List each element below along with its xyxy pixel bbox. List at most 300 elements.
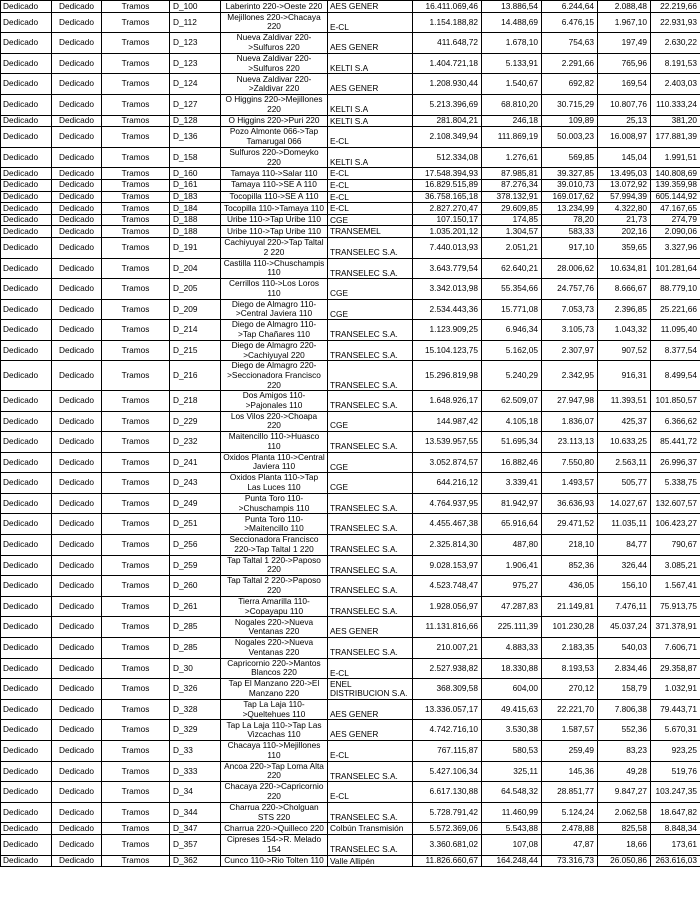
valor-4-cell: 2.088,48 (598, 1, 651, 13)
tipo-cell: Dedicado (1, 94, 52, 115)
tramo-nombre-cell: Nogales 220->Nueva Ventanas 220 (221, 637, 328, 658)
tramo-id-cell: D_161 (170, 179, 221, 191)
tipo-cell: Dedicado (1, 127, 52, 148)
empresa-cell: AES GENER (328, 33, 413, 54)
valor-4-cell: 359,65 (598, 237, 651, 258)
tipo-cell: Dedicado (1, 720, 52, 741)
empresa-cell: TRANSELEC S.A. (328, 258, 413, 279)
valor-total-cell: 140.808,69 (651, 168, 700, 180)
valor-1-cell: 16.411.069,46 (413, 1, 482, 13)
valor-4-cell: 425,37 (598, 411, 651, 431)
tipo-cell: Dedicado (1, 855, 52, 867)
valor-2-cell: 51.695,34 (482, 432, 542, 453)
valor-total-cell: 3.327,96 (651, 237, 700, 258)
valor-3-cell: 270,12 (542, 679, 598, 700)
segmento-cell: Dedicado (52, 617, 102, 638)
segmento-cell: Dedicado (52, 493, 102, 514)
valor-2-cell: 68.810,20 (482, 94, 542, 115)
valor-1-cell: 4.764.937,95 (413, 493, 482, 514)
empresa-cell: TRANSELEC S.A. (328, 493, 413, 514)
valor-total-cell: 103.247,35 (651, 782, 700, 803)
tramo-nombre-cell: Nueva Zaldivar 220->Zaldivar 220 (221, 74, 328, 95)
valor-3-cell: 30.715,29 (542, 94, 598, 115)
empresa-cell: TRANSELEC S.A. (328, 637, 413, 658)
table-row (1, 782, 700, 803)
tramo-id-cell: D_229 (170, 411, 221, 431)
empresa-cell: AES GENER (328, 720, 413, 741)
tipo-cell: Dedicado (1, 658, 52, 679)
valor-2-cell: 246,18 (482, 115, 542, 127)
valor-1-cell: 512.334,08 (413, 147, 482, 168)
table-row (1, 855, 700, 867)
valor-2-cell: 49.415,63 (482, 699, 542, 720)
valor-4-cell: 26.050,86 (598, 855, 651, 867)
tramo-id-cell: D_205 (170, 279, 221, 300)
valor-4-cell: 9.847,27 (598, 782, 651, 803)
valor-2-cell: 975,27 (482, 576, 542, 597)
valor-3-cell: 692,82 (542, 74, 598, 95)
tipo-cell: Dedicado (1, 214, 52, 226)
tramo-nombre-cell: O Higgins 220->Puri 220 (221, 115, 328, 127)
valor-1-cell: 2.827.270,47 (413, 203, 482, 215)
valor-4-cell: 825,58 (598, 823, 651, 835)
valor-total-cell: 923,25 (651, 740, 700, 761)
valor-2-cell: 62.640,21 (482, 258, 542, 279)
valor-total-cell: 29.358,87 (651, 658, 700, 679)
valor-total-cell: 132.607,57 (651, 493, 700, 514)
segmento-cell: Dedicado (52, 720, 102, 741)
valor-1-cell: 1.208.930,44 (413, 74, 482, 95)
empresa-cell: E-CL (328, 782, 413, 803)
empresa-cell: TRANSELEC S.A. (328, 596, 413, 617)
segmento-cell: Dedicado (52, 299, 102, 320)
valor-4-cell: 84,77 (598, 535, 651, 556)
tipo-cell: Dedicado (1, 432, 52, 453)
valor-3-cell: 36.636,93 (542, 493, 598, 514)
segmento-cell: Dedicado (52, 115, 102, 127)
valor-1-cell: 1.035.201,12 (413, 226, 482, 238)
tramo-nombre-cell: Pozo Almonte 066->Tap Tamarugal 066 (221, 127, 328, 148)
table-row (1, 320, 700, 341)
segmento-cell: Dedicado (52, 191, 102, 203)
tipo-cell: Dedicado (1, 535, 52, 556)
tramo-id-cell: D_344 (170, 802, 221, 823)
categoria-cell: Tramos (102, 279, 170, 300)
categoria-cell: Tramos (102, 226, 170, 238)
tramo-nombre-cell: Laberinto 220->Oeste 220 (221, 1, 328, 13)
valor-total-cell: 1.567,41 (651, 576, 700, 597)
tramo-nombre-cell: Diego de Almagro 220->Seccionadora Francisco 220 (221, 361, 328, 391)
tramo-id-cell: D_260 (170, 576, 221, 597)
valor-3-cell: 169.017,62 (542, 191, 598, 203)
segmento-cell: Dedicado (52, 782, 102, 803)
valor-total-cell: 26.996,37 (651, 452, 700, 473)
segmento-cell: Dedicado (52, 596, 102, 617)
tipo-cell: Dedicado (1, 823, 52, 835)
empresa-cell: TRANSELEC S.A. (328, 761, 413, 782)
valor-1-cell: 11.131.816,66 (413, 617, 482, 638)
segmento-cell: Dedicado (52, 432, 102, 453)
valor-total-cell: 110.333,24 (651, 94, 700, 115)
table-row (1, 761, 700, 782)
tramo-nombre-cell: Castilla 110->Chuschampis 110 (221, 258, 328, 279)
valor-3-cell: 1.836,07 (542, 411, 598, 431)
table-row (1, 802, 700, 823)
categoria-cell: Tramos (102, 74, 170, 95)
empresa-cell: E-CL (328, 740, 413, 761)
tramo-nombre-cell: Maitencillo 110->Huasco 110 (221, 432, 328, 453)
valor-total-cell: 2.403,03 (651, 74, 700, 95)
valor-1-cell: 7.440.013,93 (413, 237, 482, 258)
valor-4-cell: 145,04 (598, 147, 651, 168)
valor-3-cell: 39.327,85 (542, 168, 598, 180)
tramo-nombre-cell: Chacaya 220->Capricornio 220 (221, 782, 328, 803)
categoria-cell: Tramos (102, 514, 170, 535)
categoria-cell: Tramos (102, 679, 170, 700)
valor-4-cell: 158,79 (598, 679, 651, 700)
valor-4-cell: 552,36 (598, 720, 651, 741)
valor-2-cell: 5.162,05 (482, 340, 542, 361)
valor-2-cell: 87.276,34 (482, 179, 542, 191)
tipo-cell: Dedicado (1, 33, 52, 54)
valor-total-cell: 177.881,39 (651, 127, 700, 148)
segmento-cell: Dedicado (52, 147, 102, 168)
empresa-cell: CGE (328, 279, 413, 300)
empresa-cell: E-CL (328, 12, 413, 33)
valor-total-cell: 8.377,54 (651, 340, 700, 361)
tipo-cell: Dedicado (1, 237, 52, 258)
valor-1-cell: 4.523.748,47 (413, 576, 482, 597)
tramo-nombre-cell: Tap La Laja 110->Tap Las Vizcachas 110 (221, 720, 328, 741)
valor-total-cell: 5.338,75 (651, 473, 700, 494)
valor-3-cell: 28.006,62 (542, 258, 598, 279)
valor-3-cell: 27.947,98 (542, 391, 598, 412)
segmento-cell: Dedicado (52, 33, 102, 54)
valor-3-cell: 145,36 (542, 761, 598, 782)
valor-4-cell: 202,16 (598, 226, 651, 238)
tramo-nombre-cell: Seccionadora Francisco 220->Tap Taltal 1 220 (221, 535, 328, 556)
table-row (1, 237, 700, 258)
valor-total-cell: 5.670,31 (651, 720, 700, 741)
valor-4-cell: 2.062,58 (598, 802, 651, 823)
valor-4-cell: 197,49 (598, 33, 651, 54)
empresa-cell: CGE (328, 452, 413, 473)
empresa-cell: E-CL (328, 168, 413, 180)
valor-3-cell: 24.757,76 (542, 279, 598, 300)
tramo-id-cell: D_326 (170, 679, 221, 700)
tipo-cell: Dedicado (1, 179, 52, 191)
tramo-nombre-cell: Tap La Laja 110->Queltehues 110 (221, 699, 328, 720)
valor-total-cell: 2.090,06 (651, 226, 700, 238)
empresa-cell: TRANSELEC S.A. (328, 834, 413, 855)
tramo-id-cell: D_261 (170, 596, 221, 617)
valor-total-cell: 371.378,91 (651, 617, 700, 638)
tramo-nombre-cell: O Higgins 220->Mejillones 220 (221, 94, 328, 115)
valor-1-cell: 13.336.057,17 (413, 699, 482, 720)
segmento-cell: Dedicado (52, 679, 102, 700)
valor-1-cell: 1.154.188,82 (413, 12, 482, 33)
valor-1-cell: 1.404.721,18 (413, 53, 482, 74)
tramo-nombre-cell: Diego de Almagro 220->Cachiyuyal 220 (221, 340, 328, 361)
tramo-id-cell: D_259 (170, 555, 221, 576)
valor-2-cell: 225.111,39 (482, 617, 542, 638)
table-row (1, 432, 700, 453)
tipo-cell: Dedicado (1, 761, 52, 782)
valor-2-cell: 174,85 (482, 214, 542, 226)
valor-4-cell: 540,03 (598, 637, 651, 658)
table-row (1, 33, 700, 54)
table-row (1, 555, 700, 576)
tipo-cell: Dedicado (1, 74, 52, 95)
valor-3-cell: 29.471,52 (542, 514, 598, 535)
table-row (1, 94, 700, 115)
valor-1-cell: 5.728.791,42 (413, 802, 482, 823)
categoria-cell: Tramos (102, 720, 170, 741)
table-row (1, 258, 700, 279)
valor-4-cell: 1.967,10 (598, 12, 651, 33)
tramo-nombre-cell: Capricornio 220->Mantos Blancos 220 (221, 658, 328, 679)
tramo-nombre-cell: Los Vilos 220->Choapa 220 (221, 411, 328, 431)
tipo-cell: Dedicado (1, 473, 52, 494)
valor-1-cell: 1.648.926,17 (413, 391, 482, 412)
tramo-id-cell: D_100 (170, 1, 221, 13)
valor-3-cell: 436,05 (542, 576, 598, 597)
tramo-nombre-cell: Tap Taltal 1 220->Paposo 220 (221, 555, 328, 576)
table-row (1, 127, 700, 148)
valor-3-cell: 1.493,57 (542, 473, 598, 494)
categoria-cell: Tramos (102, 203, 170, 215)
segmento-cell: Dedicado (52, 74, 102, 95)
segmento-cell: Dedicado (52, 740, 102, 761)
empresa-cell: TRANSELEC S.A. (328, 432, 413, 453)
valor-1-cell: 15.296.819,98 (413, 361, 482, 391)
segmento-cell: Dedicado (52, 226, 102, 238)
segmento-cell: Dedicado (52, 12, 102, 33)
segmento-cell: Dedicado (52, 658, 102, 679)
tramo-id-cell: D_33 (170, 740, 221, 761)
tramo-id-cell: D_191 (170, 237, 221, 258)
segmento-cell: Dedicado (52, 361, 102, 391)
valor-3-cell: 22.221,70 (542, 699, 598, 720)
tramo-nombre-cell: Oxidos Planta 110->Tap Las Luces 110 (221, 473, 328, 494)
tramo-id-cell: D_183 (170, 191, 221, 203)
tramo-id-cell: D_209 (170, 299, 221, 320)
valor-1-cell: 2.325.814,30 (413, 535, 482, 556)
segmento-cell: Dedicado (52, 452, 102, 473)
tramo-nombre-cell: Chacaya 110->Mejillones 110 (221, 740, 328, 761)
tipo-cell: Dedicado (1, 802, 52, 823)
tramo-id-cell: D_357 (170, 834, 221, 855)
segmento-cell: Dedicado (52, 237, 102, 258)
categoria-cell: Tramos (102, 555, 170, 576)
segmento-cell: Dedicado (52, 94, 102, 115)
tipo-cell: Dedicado (1, 361, 52, 391)
tipo-cell: Dedicado (1, 834, 52, 855)
valor-total-cell: 85.441,72 (651, 432, 700, 453)
table-row (1, 411, 700, 431)
empresa-cell: TRANSELEC S.A. (328, 361, 413, 391)
valor-4-cell: 765,96 (598, 53, 651, 74)
segmento-cell: Dedicado (52, 320, 102, 341)
segmento-cell: Dedicado (52, 1, 102, 13)
tramo-nombre-cell: Dos Amigos 110->Pajonales 110 (221, 391, 328, 412)
empresa-cell: AES GENER (328, 1, 413, 13)
valor-total-cell: 79.443,71 (651, 699, 700, 720)
categoria-cell: Tramos (102, 432, 170, 453)
valor-2-cell: 325,11 (482, 761, 542, 782)
tramo-nombre-cell: Cerrillos 110->Los Loros 110 (221, 279, 328, 300)
valor-1-cell: 6.617.130,88 (413, 782, 482, 803)
valor-total-cell: 519,76 (651, 761, 700, 782)
valor-2-cell: 604,00 (482, 679, 542, 700)
categoria-cell: Tramos (102, 33, 170, 54)
tramo-id-cell: D_232 (170, 432, 221, 453)
table-row (1, 699, 700, 720)
categoria-cell: Tramos (102, 493, 170, 514)
valor-total-cell: 173,61 (651, 834, 700, 855)
valor-2-cell: 4.105,18 (482, 411, 542, 431)
tramo-id-cell: D_347 (170, 823, 221, 835)
valor-3-cell: 73.316,73 (542, 855, 598, 867)
valor-4-cell: 57.994,39 (598, 191, 651, 203)
valor-1-cell: 3.360.681,02 (413, 834, 482, 855)
valor-1-cell: 144.987,42 (413, 411, 482, 431)
valor-2-cell: 111.869,19 (482, 127, 542, 148)
empresa-cell: TRANSELEC S.A. (328, 535, 413, 556)
categoria-cell: Tramos (102, 320, 170, 341)
valor-total-cell: 22.931,93 (651, 12, 700, 33)
table-row (1, 191, 700, 203)
categoria-cell: Tramos (102, 1, 170, 13)
categoria-cell: Tramos (102, 740, 170, 761)
tipo-cell: Dedicado (1, 299, 52, 320)
valor-total-cell: 18.647,82 (651, 802, 700, 823)
segmento-cell: Dedicado (52, 802, 102, 823)
empresa-cell: AES GENER (328, 74, 413, 95)
tipo-cell: Dedicado (1, 147, 52, 168)
table-row (1, 823, 700, 835)
valor-1-cell: 36.758.165,18 (413, 191, 482, 203)
tipo-cell: Dedicado (1, 320, 52, 341)
valor-1-cell: 1.928.056,97 (413, 596, 482, 617)
tramo-id-cell: D_158 (170, 147, 221, 168)
tipo-cell: Dedicado (1, 699, 52, 720)
empresa-cell: TRANSELEC S.A. (328, 555, 413, 576)
tramo-nombre-cell: Tierra Amarilla 110->Copayapu 110 (221, 596, 328, 617)
valor-total-cell: 8.499,54 (651, 361, 700, 391)
tramo-id-cell: D_241 (170, 452, 221, 473)
valor-2-cell: 1.540,67 (482, 74, 542, 95)
tramo-nombre-cell: Tap El Manzano 220->El Manzano 220 (221, 679, 328, 700)
valor-1-cell: 210.007,21 (413, 637, 482, 658)
empresa-cell: TRANSELEC S.A. (328, 576, 413, 597)
valor-1-cell: 411.648,72 (413, 33, 482, 54)
tramo-nombre-cell: Diego de Almagro 110->Central Javiera 110 (221, 299, 328, 320)
tipo-cell: Dedicado (1, 596, 52, 617)
valor-3-cell: 2.183,35 (542, 637, 598, 658)
valor-4-cell: 1.043,32 (598, 320, 651, 341)
tipo-cell: Dedicado (1, 258, 52, 279)
valor-4-cell: 14.027,67 (598, 493, 651, 514)
categoria-cell: Tramos (102, 340, 170, 361)
valor-total-cell: 11.095,40 (651, 320, 700, 341)
segmento-cell: Dedicado (52, 761, 102, 782)
tramo-id-cell: D_329 (170, 720, 221, 741)
tramo-nombre-cell: Cachiyuyal 220->Tap Taltal 2 220 (221, 237, 328, 258)
valor-4-cell: 2.563,11 (598, 452, 651, 473)
valor-3-cell: 78,20 (542, 214, 598, 226)
tramo-nombre-cell: Mejillones 220->Chacaya 220 (221, 12, 328, 33)
valor-1-cell: 281.804,21 (413, 115, 482, 127)
valor-3-cell: 259,49 (542, 740, 598, 761)
segmento-cell: Dedicado (52, 279, 102, 300)
categoria-cell: Tramos (102, 299, 170, 320)
categoria-cell: Tramos (102, 473, 170, 494)
segmento-cell: Dedicado (52, 823, 102, 835)
tipo-cell: Dedicado (1, 12, 52, 33)
valor-2-cell: 62.509,07 (482, 391, 542, 412)
valor-total-cell: 3.085,21 (651, 555, 700, 576)
valor-2-cell: 87.985,81 (482, 168, 542, 180)
table-row (1, 740, 700, 761)
valor-1-cell: 13.539.957,55 (413, 432, 482, 453)
table-row (1, 1, 700, 13)
table-row (1, 514, 700, 535)
valor-4-cell: 10.807,76 (598, 94, 651, 115)
tramo-nombre-cell: Cunco 110->Rio Tolten 110 (221, 855, 328, 867)
tramo-id-cell: D_214 (170, 320, 221, 341)
valor-3-cell: 2.307,97 (542, 340, 598, 361)
tipo-cell: Dedicado (1, 53, 52, 74)
table-row (1, 299, 700, 320)
categoria-cell: Tramos (102, 12, 170, 33)
valor-4-cell: 21,73 (598, 214, 651, 226)
categoria-cell: Tramos (102, 658, 170, 679)
tipo-cell: Dedicado (1, 340, 52, 361)
valor-total-cell: 8.848,34 (651, 823, 700, 835)
tramo-id-cell: D_136 (170, 127, 221, 148)
valor-4-cell: 4.322,80 (598, 203, 651, 215)
tramo-id-cell: D_124 (170, 74, 221, 95)
valor-3-cell: 917,10 (542, 237, 598, 258)
valor-3-cell: 3.105,73 (542, 320, 598, 341)
categoria-cell: Tramos (102, 214, 170, 226)
empresa-cell: TRANSEMEL (328, 226, 413, 238)
valor-1-cell: 767.115,87 (413, 740, 482, 761)
tramo-nombre-cell: Punta Toro 110->Maitencillo 110 (221, 514, 328, 535)
valor-4-cell: 18,66 (598, 834, 651, 855)
valor-1-cell: 17.548.394,93 (413, 168, 482, 180)
valor-3-cell: 101.230,28 (542, 617, 598, 638)
valor-1-cell: 5.572.369,06 (413, 823, 482, 835)
valor-3-cell: 6.476,15 (542, 12, 598, 33)
valor-total-cell: 101.281,64 (651, 258, 700, 279)
segmento-cell: Dedicado (52, 834, 102, 855)
empresa-cell: Valle Allipén (328, 855, 413, 867)
valor-3-cell: 28.851,77 (542, 782, 598, 803)
tipo-cell: Dedicado (1, 115, 52, 127)
empresa-cell: TRANSELEC S.A. (328, 391, 413, 412)
valor-1-cell: 11.826.660,67 (413, 855, 482, 867)
table-row (1, 115, 700, 127)
empresa-cell: KELTI S.A (328, 53, 413, 74)
categoria-cell: Tramos (102, 802, 170, 823)
valor-4-cell: 49,28 (598, 761, 651, 782)
valor-total-cell: 6.366,62 (651, 411, 700, 431)
valor-total-cell: 88.779,10 (651, 279, 700, 300)
empresa-cell: CGE (328, 411, 413, 431)
categoria-cell: Tramos (102, 834, 170, 855)
